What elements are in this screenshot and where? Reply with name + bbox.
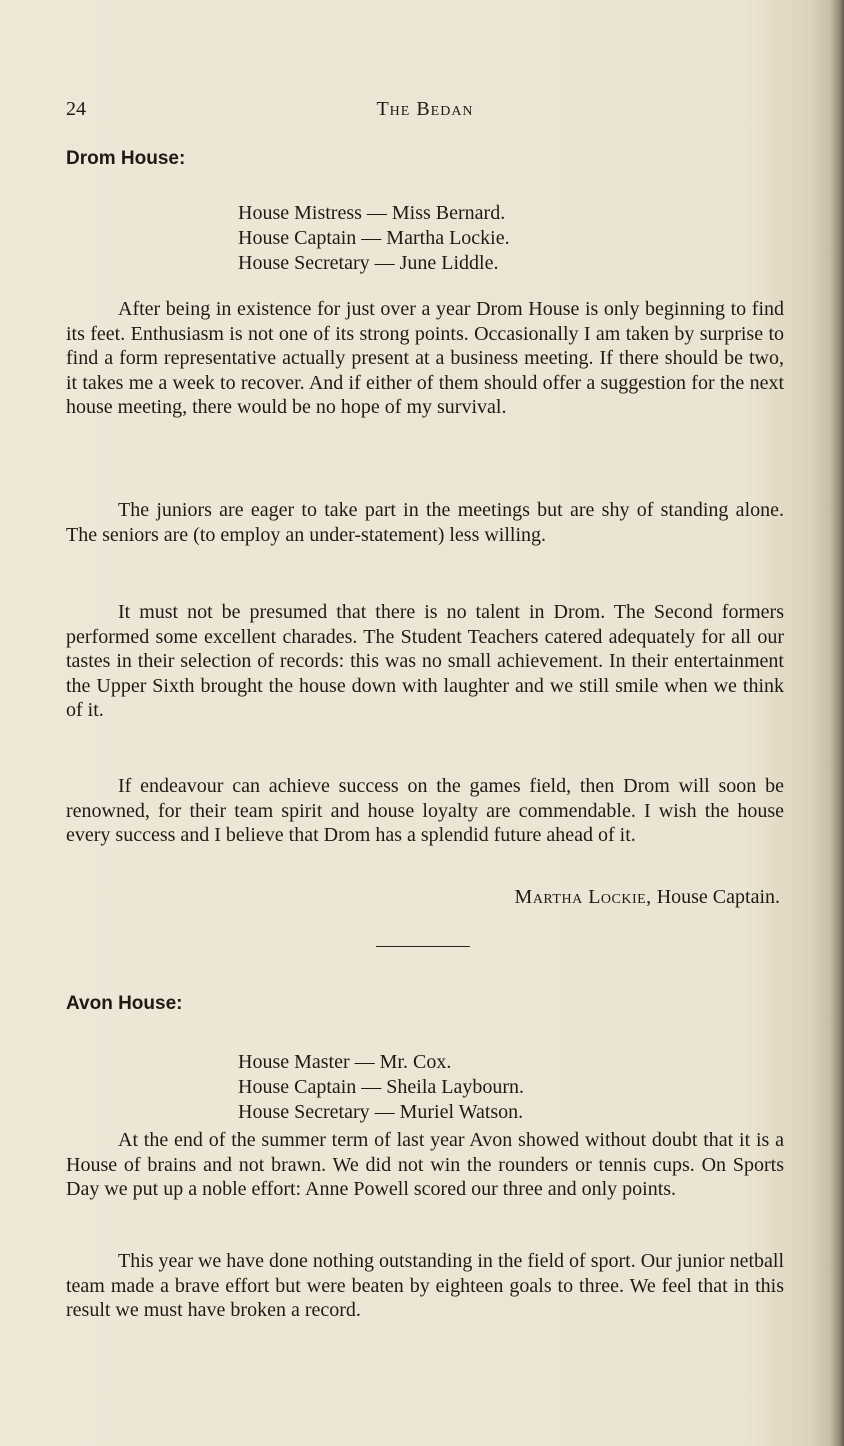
drom-house-secretary: House Secretary — June Liddle. (238, 252, 499, 274)
drom-paragraph-4: If endeavour can achieve success on the games field, then Drom will soon be renowned, for their team spirit and house loyalty are commendable. I wish the house every success and I believe that Drom has a splendid future ahead of it. (66, 775, 784, 846)
drom-paragraph-3: It must not be presumed that there is no talent in Drom. The Second formers performed some excellent charades. The Student Teachers catered adequately for all our tastes in their selection of records: this was no small achievement. In their entertainment the Upper Sixth brought the house down with laughter and we still smile when we think of it. (66, 601, 784, 721)
page-edge-shadow (830, 0, 844, 1446)
running-header (66, 98, 784, 126)
drom-paragraph-1: After being in existence for just over a year Drom House is only beginning to find its feet. Enthusiasm is not one of its strong points. Occasionally I am taken by surprise to find a form representative actually present at a business meeting. If there should be two, it takes me a week to recover. And if either of them should offer a suggestion for the next house meeting, there would be no hope of my survival. (66, 298, 784, 418)
signature-name: Martha Lockie, (514, 886, 652, 908)
drom-signature (515, 886, 780, 909)
drom-house-captain: House Captain — Martha Lockie. (238, 227, 510, 249)
avon-paragraph-1: At the end of the summer term of last year Avon showed without doubt that it is a House of brains and not brawn. We did not win the rounders or tennis cups. On Sports Day we put up a noble effort: Anne Powell scored our three and only points. (66, 1129, 784, 1200)
page-number: 24 (66, 98, 86, 120)
avon-officers-list (238, 1050, 524, 1125)
signature-role: House Captain. (656, 886, 780, 908)
avon-paragraph-2: This year we have done nothing outstanding in the field of sport. Our junior netball team made a brave effort but were beaten by eighteen goals to three. We feel that in this result we must have broken a record. (66, 1250, 784, 1321)
avon-house-master: House Master — Mr. Cox. (238, 1051, 452, 1073)
avon-house-captain: House Captain — Sheila Laybourn. (238, 1076, 525, 1098)
drom-house-mistress: House Mistress — Miss Bernard. (238, 202, 506, 224)
section-divider (376, 946, 470, 947)
drom-house-heading: Drom House: (66, 148, 186, 169)
avon-house-secretary: House Secretary — Muriel Watson. (238, 1101, 524, 1123)
journal-title: The Bedan (376, 98, 474, 120)
drom-paragraph-2: The juniors are eager to take part in the meetings but are shy of standing alone. The seniors are (to employ an under-statement) less willing. (66, 499, 784, 546)
drom-officers-list (238, 201, 510, 276)
avon-house-heading: Avon House: (66, 993, 183, 1014)
